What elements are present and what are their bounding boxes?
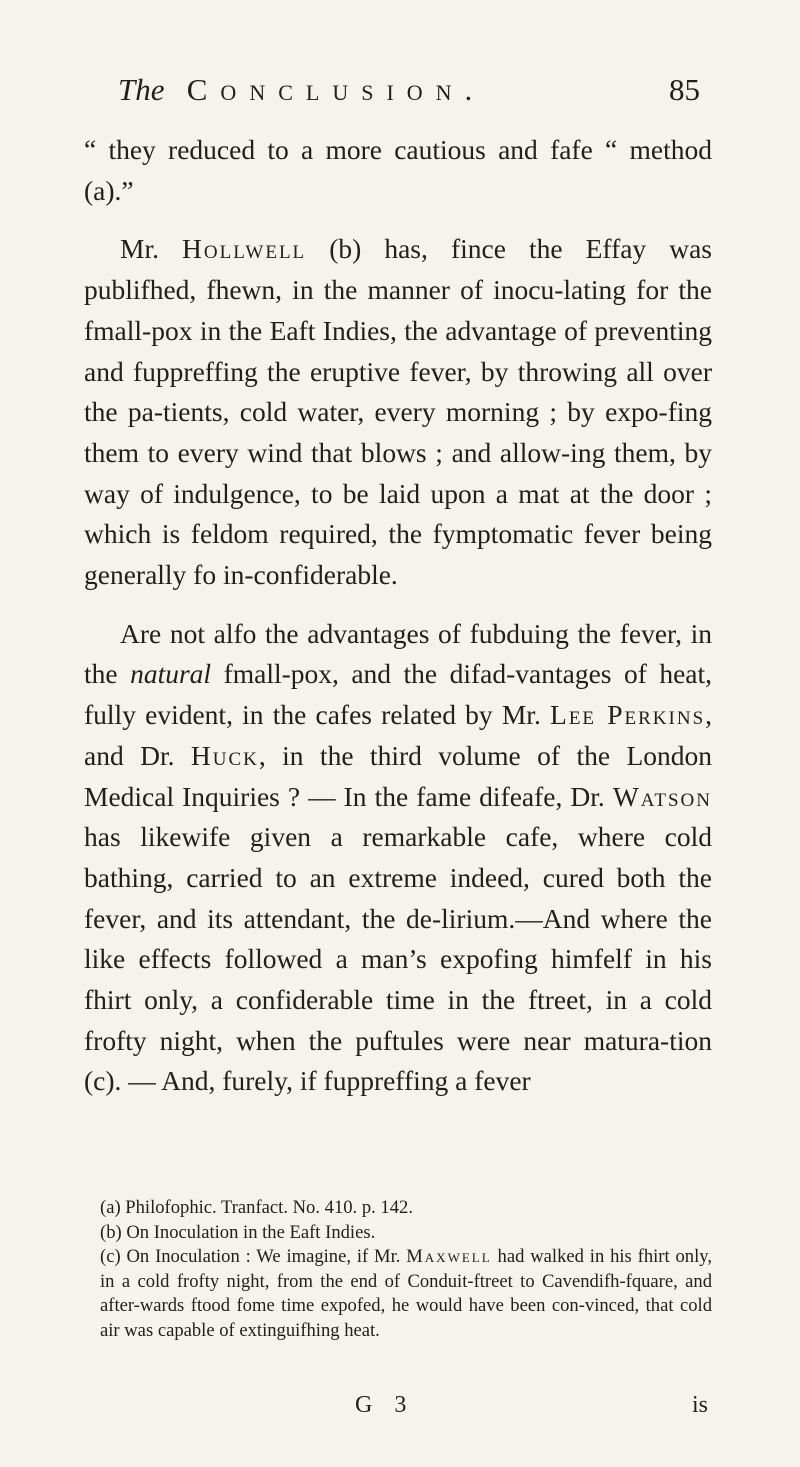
running-header [118, 72, 700, 122]
paragraph-3 [84, 614, 712, 1102]
page-number: 85 [669, 72, 700, 107]
p2-lead: Mr. [120, 233, 159, 265]
p3-part-e: has likewife given a remarkable cafe, where cold bathing, carried to an extreme indeed, cured both the fever, and its attendant, the de-lirium.—And where the like effects followed a man’s expofing himfelf in his fhirt only, a confiderable time in the ftreet, in a cold frofty night, when the puftules were near matura-tion (c). — And, furely, if fuppreffing a fever [84, 821, 712, 1097]
header-title: Conclusion. [186, 72, 486, 107]
name-huck: Huck [190, 739, 259, 771]
footnote-c-rest: had walked in his fhirt only, in a cold frofty night, from the end of Conduit-ftreet to Cavendifh-fquare, and after-wards ftood fome time expofed, he would have been con-vinced, that cold air was capable of extinguifhing heat. [100, 1246, 712, 1341]
name-hollwell: Hollwell [182, 233, 307, 265]
paragraph-1: “ they reduced to a more cautious and fafe “ method (a).” [84, 134, 712, 206]
signature-mark: G 3 [355, 1392, 415, 1418]
page-footer [100, 1392, 712, 1422]
header-the: The [118, 72, 165, 107]
footnotes [100, 1196, 712, 1343]
paragraph-2 [84, 229, 712, 595]
p3-part-b: fmall-pox, and the difad-vantages of heat, fully evident, in the cafes related by Mr. [84, 658, 713, 731]
body-text [84, 130, 712, 1102]
footnote-a: (a) Philofophic. Tranfact. No. 410. p. 142. [100, 1197, 413, 1218]
catchword: is [691, 1392, 708, 1418]
p3-part-c: , and Dr. [84, 699, 713, 771]
footnote-b: (b) On Inoculation in the Eaft Indies. [100, 1221, 376, 1243]
word-natural: natural [130, 658, 212, 690]
footnote-c-lead: (c) On Inoculation : We imagine, if Mr. [100, 1246, 401, 1267]
p2-rest: (b) has, fince the Effay was publifhed, fhewn, in the manner of inocu-lating for the fmall-pox in the Eaft Indies, the advantage of preventing and fuppreffing the eruptive fever, by throwing all over the pa-tients, cold water, every morning ; by expo-fing them to every wind that blows ; and allow-ing them, by way of indulgence, to be laid upon a mat at the door ; which is feldom required, the fymptomatic fever being generally fo in-confiderable. [84, 233, 713, 591]
name-maxwell: Maxwell [406, 1246, 492, 1267]
p3-part-a: Are not alfo the advantages of fubduing the fever, in the [84, 617, 712, 690]
name-lee-perkins: Lee Perkins [550, 699, 706, 731]
name-watson: Watson [612, 780, 712, 812]
footnote-c [100, 1245, 712, 1343]
p3-part-d: , in the third volume of the London Medical Inquiries ? — In the fame difeafe, Dr. [84, 739, 712, 812]
